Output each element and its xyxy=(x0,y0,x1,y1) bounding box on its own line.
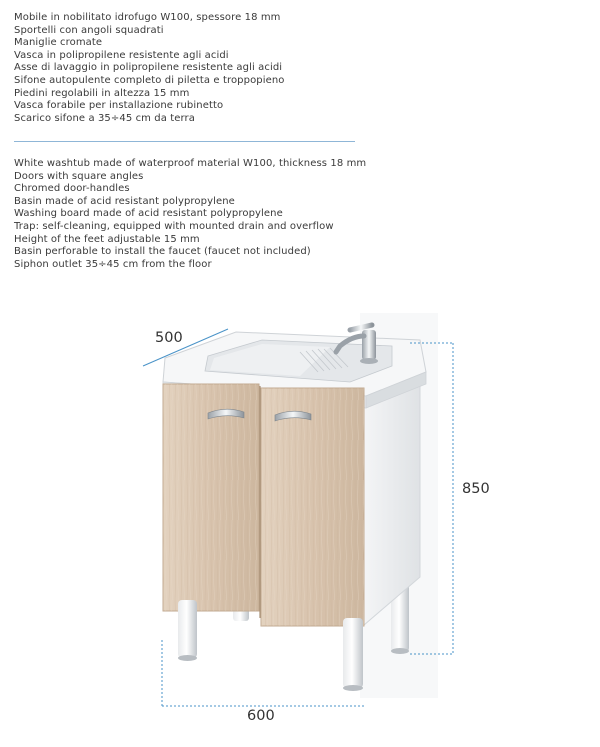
height-dimension-label: 850 xyxy=(462,481,490,497)
spec-item: Doors with square angles xyxy=(14,170,144,182)
spec-item: Vasca in polipropilene resistente agli acidi xyxy=(14,49,229,61)
leg-foot xyxy=(391,648,409,654)
spec-item: White washtub made of waterproof material W100, thickness 18 mm xyxy=(14,158,367,169)
width-dimension-label: 600 xyxy=(247,708,275,724)
cabinet-leg xyxy=(343,618,363,688)
spec-item: Trap: self-cleaning, equipped with mounted drain and overflow xyxy=(14,220,334,232)
spec-item: Vasca forabile per installazione rubinetto xyxy=(14,100,224,112)
spec-item: Basin perforable to install the faucet (faucet not included) xyxy=(14,246,311,258)
cabinet-leg xyxy=(178,600,197,658)
spec-item: Sifone autopulente completo di piletta e troppopieno xyxy=(14,74,285,86)
spec-item: Chromed door-handles xyxy=(14,183,130,195)
spec-item: Basin made of acid resistant polypropylene xyxy=(14,195,235,207)
spec-item: Sportelli con angoli squadrati xyxy=(14,24,164,36)
spec-item: Siphon outlet 35÷45 cm from the floor xyxy=(14,258,212,270)
leg-foot xyxy=(343,685,363,691)
spec-item: Height of the feet adjustable 15 mm xyxy=(14,233,200,245)
spec-item: Scarico sifone a 35÷45 cm da terra xyxy=(14,112,195,124)
spec-item: Piedini regolabili in altezza 15 mm xyxy=(14,87,190,99)
depth-dimension-label: 500 xyxy=(155,330,183,346)
leg-foot xyxy=(178,655,197,661)
spec-item: Maniglie cromate xyxy=(14,37,103,49)
spec-item: Asse di lavaggio in polipropilene resistente agli acidi xyxy=(14,62,283,74)
right-door-grain xyxy=(261,388,364,626)
spec-item: Washing board made of acid resistant polypropylene xyxy=(14,208,283,220)
spec-item: Mobile in nobilitato idrofugo W100, spessore 18 mm xyxy=(14,12,281,23)
